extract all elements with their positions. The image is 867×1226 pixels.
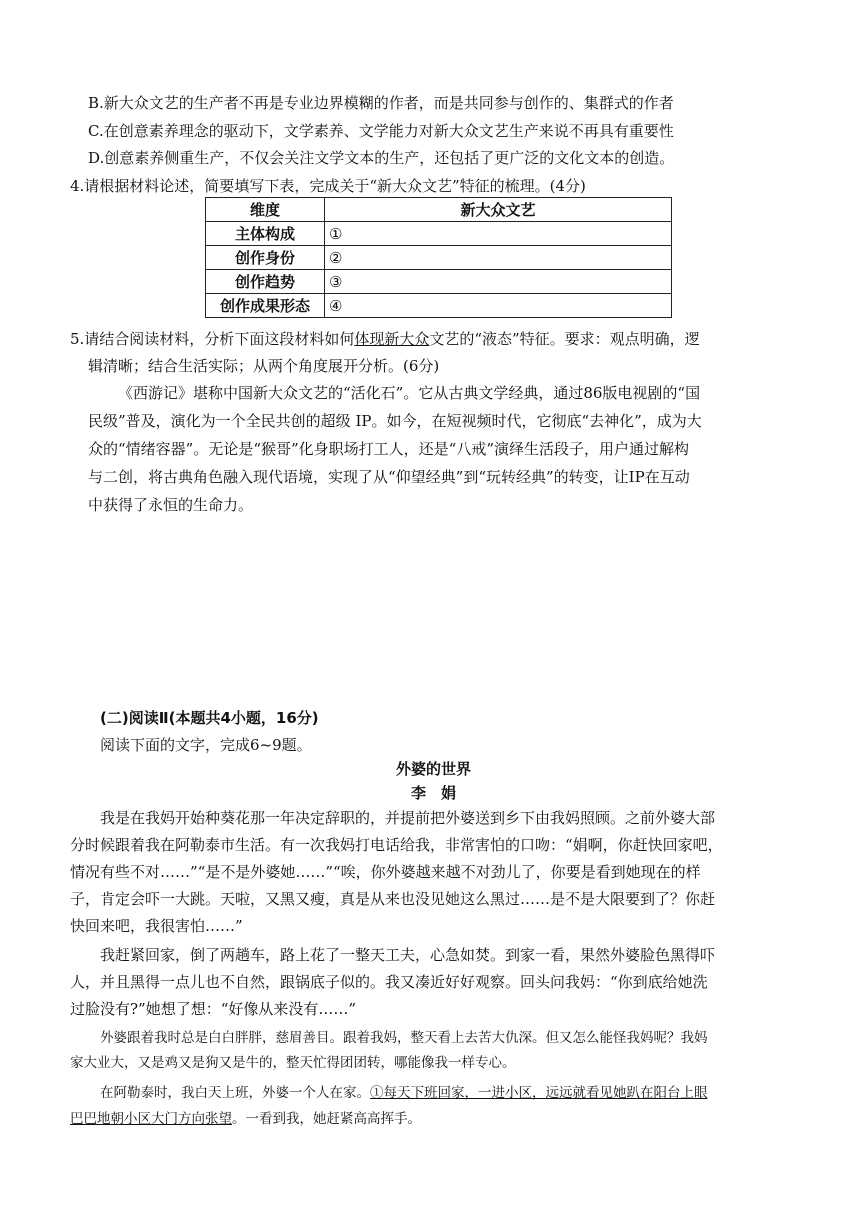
question-5-line-2: 辑清晰；结合生活实际；从两个角度展开分析。(6分) <box>88 357 440 375</box>
question-4: 4.请根据材料论述，简要填写下表，完成关于“新大众文艺”特征的梳理。(4分) <box>70 177 586 195</box>
table-cell-dim: 创作成果形态 <box>206 294 325 318</box>
answer-blank-4[interactable]: ④ <box>325 294 672 318</box>
story-line: 我是在我妈开始种葵花那一年决定辞职的，并提前把外婆送到乡下由我妈照顾。之前外婆大部 <box>100 809 716 827</box>
option-c: C.在创意素养理念的驱动下，文学素养、文学能力对新大众文艺生产来说不再具有重要性 <box>88 122 674 140</box>
table-row <box>206 270 672 294</box>
question-5-line-1 <box>70 329 700 349</box>
story-title: 外婆的世界 <box>395 760 471 778</box>
q5-text-b: 文艺的“液态”特征。要求：观点明确，逻 <box>429 330 700 348</box>
passage-line: 中获得了永恒的生命力。 <box>88 496 254 514</box>
table-header-row <box>206 198 672 222</box>
passage-line: 《西游记》堪称中国新大众文艺的“活化石”。它从古典文学经典，通过86版电视剧的“国 <box>118 384 701 402</box>
story-line: 外婆跟着我时总是白白胖胖，慈眉善目。跟着我妈，整天看上去苦大仇深。但又怎么能怪我妈呢？我妈 <box>100 1030 708 1046</box>
table-row <box>206 294 672 318</box>
passage-line: 与二创，将古典角色融入现代语境，实现了从“仰望经典”到“玩转经典”的转变，让IP在互动 <box>88 468 690 486</box>
q5-text-a: 5.请结合阅读材料，分析下面这段材料如何 <box>70 330 355 348</box>
option-b: B.新大众文艺的生产者不再是专业边界模糊的作者，而是共同参与创作的、集群式的作者 <box>88 94 674 112</box>
answer-blank-1[interactable]: ① <box>325 222 672 246</box>
answer-blank-2[interactable]: ② <box>325 246 672 270</box>
story-line: 家大业大，又是鸡又是狗又是牛的，整天忙得团团转，哪能像我一样专心。 <box>70 1055 516 1071</box>
story-line: 我赶紧回家，倒了两趟车，路上花了一整天工夫，心急如焚。到家一看，果然外婆脸色黑得吓 <box>100 946 716 964</box>
story-author: 李 娟 <box>410 784 456 802</box>
passage-line: 民级”普及，演化为一个全民共创的超级 IP。如今，在短视频时代，它彻底“去神化”，成为大 <box>88 412 702 430</box>
p4-underlined-1: ①每天下班回家，一进小区，远远就看见她趴在阳台上眼 <box>370 1085 708 1101</box>
story-line: 人，并且黑得一点儿也不自然，跟锅底子似的。我又凑近好好观察。回头问我妈：“你到底给她洗 <box>70 973 708 991</box>
table-header-dim: 维度 <box>206 198 325 222</box>
section-instruction: 阅读下面的文字，完成6~9题。 <box>100 736 312 754</box>
table-cell-dim: 主体构成 <box>206 222 325 246</box>
p4-text-a: 在阿勒泰时，我白天上班，外婆一个人在家。 <box>100 1085 370 1101</box>
table-cell-dim: 创作趋势 <box>206 270 325 294</box>
section-heading: (二)阅读Ⅱ(本题共4小题，16分) <box>100 709 319 727</box>
story-line: 子，肯定会吓一大跳。天啦，又黑又瘦，真是从来也没见她这么黑过……是不是大限要到了？你赶 <box>70 890 716 908</box>
story-line <box>70 1109 421 1129</box>
story-line: 分时候跟着我在阿勒泰市生活。有一次我妈打电话给我，非常害怕的口吻：“娟啊，你赶快回家吧， <box>70 836 723 854</box>
table-cell-dim: 创作身份 <box>206 246 325 270</box>
p4-underlined-2: 巴巴地朝小区大门方向张望 <box>70 1111 232 1127</box>
story-line: 情况有些不对……”“是不是外婆她……”“唉，你外婆越来越不对劲儿了，你要是看到她现在的样 <box>70 863 701 881</box>
feature-table <box>205 197 672 318</box>
q5-underlined: 体现新大众 <box>354 330 430 348</box>
table-row <box>206 222 672 246</box>
answer-blank-3[interactable]: ③ <box>325 270 672 294</box>
table-header-feature: 新大众文艺 <box>325 198 672 222</box>
p4-text-b: 。一看到我，她赶紧高高挥手。 <box>232 1111 421 1127</box>
table-row <box>206 246 672 270</box>
passage-line: 众的“情绪容器”。无论是“猴哥”化身职场打工人，还是“八戒”演绎生活段子，用户通过解构 <box>88 440 690 458</box>
option-d: D.创意素养侧重生产，不仅会关注文学文本的生产，还包括了更广泛的文化文本的创造。 <box>88 149 675 167</box>
story-line: 过脸没有?”她想了想：“好像从来没有……” <box>70 1000 357 1018</box>
story-line: 快回来吧，我很害怕……” <box>70 917 243 935</box>
story-line <box>100 1083 708 1103</box>
